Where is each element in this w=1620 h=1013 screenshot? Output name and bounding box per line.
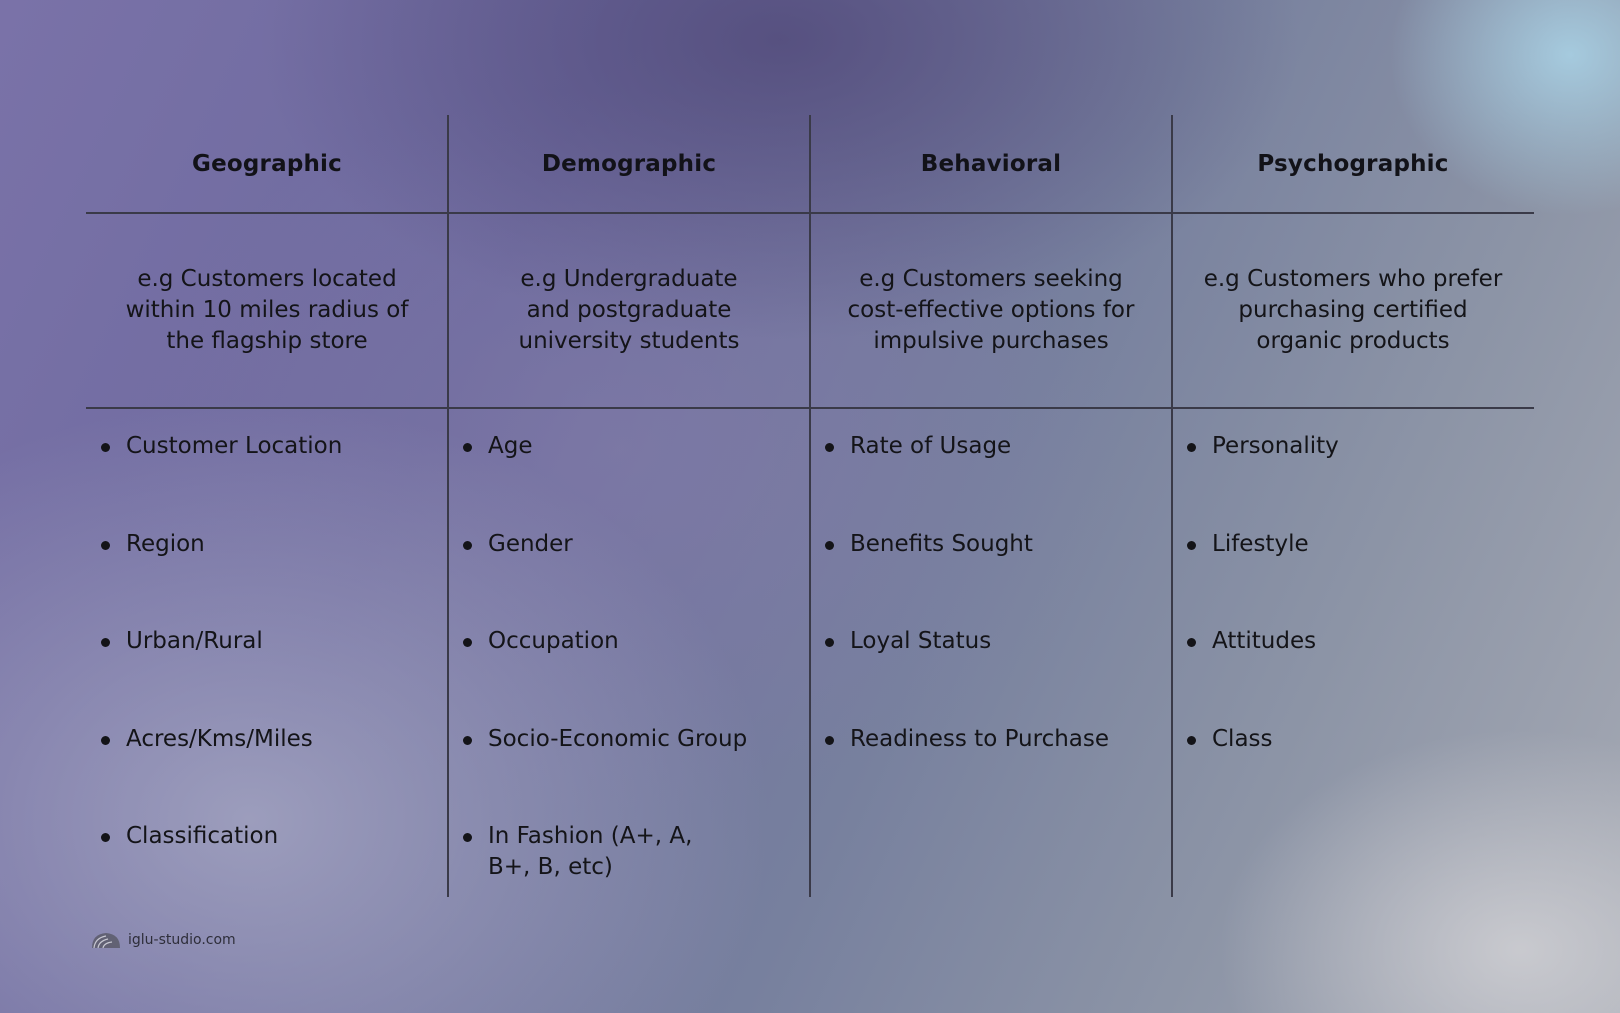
bullet-icon bbox=[825, 736, 834, 745]
list-item: Readiness to Purchase bbox=[810, 724, 1172, 822]
list-item: Gender bbox=[448, 529, 810, 627]
bullet-icon bbox=[463, 541, 472, 550]
bullet-icon bbox=[101, 736, 110, 745]
bullet-icon bbox=[101, 541, 110, 550]
column-heading-geographic: Geographic bbox=[192, 150, 342, 177]
example-text: e.g Customers who prefer purchasing certified organic products bbox=[1203, 266, 1503, 354]
attribute-list-geographic bbox=[86, 431, 448, 919]
list-item: Socio-Economic Group bbox=[448, 724, 810, 822]
column-example-demographic bbox=[448, 214, 810, 407]
example-text: e.g Undergraduate and postgraduate university students bbox=[518, 266, 740, 354]
column-example-psychographic bbox=[1172, 214, 1534, 407]
list-item: Acres/Kms/Miles bbox=[86, 724, 448, 822]
footer-website-link[interactable]: iglu-studio.com bbox=[128, 932, 236, 948]
list-item: Loyal Status bbox=[810, 626, 1172, 724]
bullet-icon bbox=[463, 443, 472, 452]
column-example-geographic bbox=[86, 214, 448, 407]
footer bbox=[90, 930, 236, 950]
example-text: e.g Customers seeking cost-effective options for impulsive purchases bbox=[847, 266, 1135, 354]
bullet-icon bbox=[463, 736, 472, 745]
bullet-icon bbox=[101, 443, 110, 452]
bullet-icon bbox=[101, 833, 110, 842]
attribute-list-psychographic bbox=[1172, 431, 1534, 821]
bullet-icon bbox=[825, 541, 834, 550]
bullet-icon bbox=[1187, 736, 1196, 745]
bullet-icon bbox=[1187, 443, 1196, 452]
list-item: Rate of Usage bbox=[810, 431, 1172, 529]
column-example-behavioral bbox=[810, 214, 1172, 407]
bullet-icon bbox=[1187, 541, 1196, 550]
segmentation-table bbox=[86, 115, 1534, 897]
list-item: Personality bbox=[1172, 431, 1534, 529]
example-text: e.g Customers located within 10 miles radius of the flagship store bbox=[125, 266, 409, 354]
list-item: Urban/Rural bbox=[86, 626, 448, 724]
column-heading-behavioral: Behavioral bbox=[920, 150, 1062, 177]
list-item: In Fashion (A+, A, B+, B, etc) bbox=[448, 821, 810, 919]
attribute-list-behavioral bbox=[810, 431, 1172, 821]
row-divider bbox=[86, 407, 1534, 409]
igloo-icon bbox=[90, 930, 122, 950]
list-item: Benefits Sought bbox=[810, 529, 1172, 627]
list-item: Class bbox=[1172, 724, 1534, 822]
list-item: Customer Location bbox=[86, 431, 448, 529]
list-item: Occupation bbox=[448, 626, 810, 724]
list-item: Region bbox=[86, 529, 448, 627]
list-item: Attitudes bbox=[1172, 626, 1534, 724]
bullet-icon bbox=[101, 638, 110, 647]
bullet-icon bbox=[825, 638, 834, 647]
column-heading-psychographic: Psychographic bbox=[1257, 150, 1449, 177]
bullet-icon bbox=[825, 443, 834, 452]
bullet-icon bbox=[463, 638, 472, 647]
list-item: Age bbox=[448, 431, 810, 529]
attribute-list-demographic bbox=[448, 431, 810, 919]
bullet-icon bbox=[1187, 638, 1196, 647]
list-item: Lifestyle bbox=[1172, 529, 1534, 627]
column-heading-demographic: Demographic bbox=[541, 150, 717, 177]
bullet-icon bbox=[463, 833, 472, 842]
list-item: Classification bbox=[86, 821, 448, 919]
